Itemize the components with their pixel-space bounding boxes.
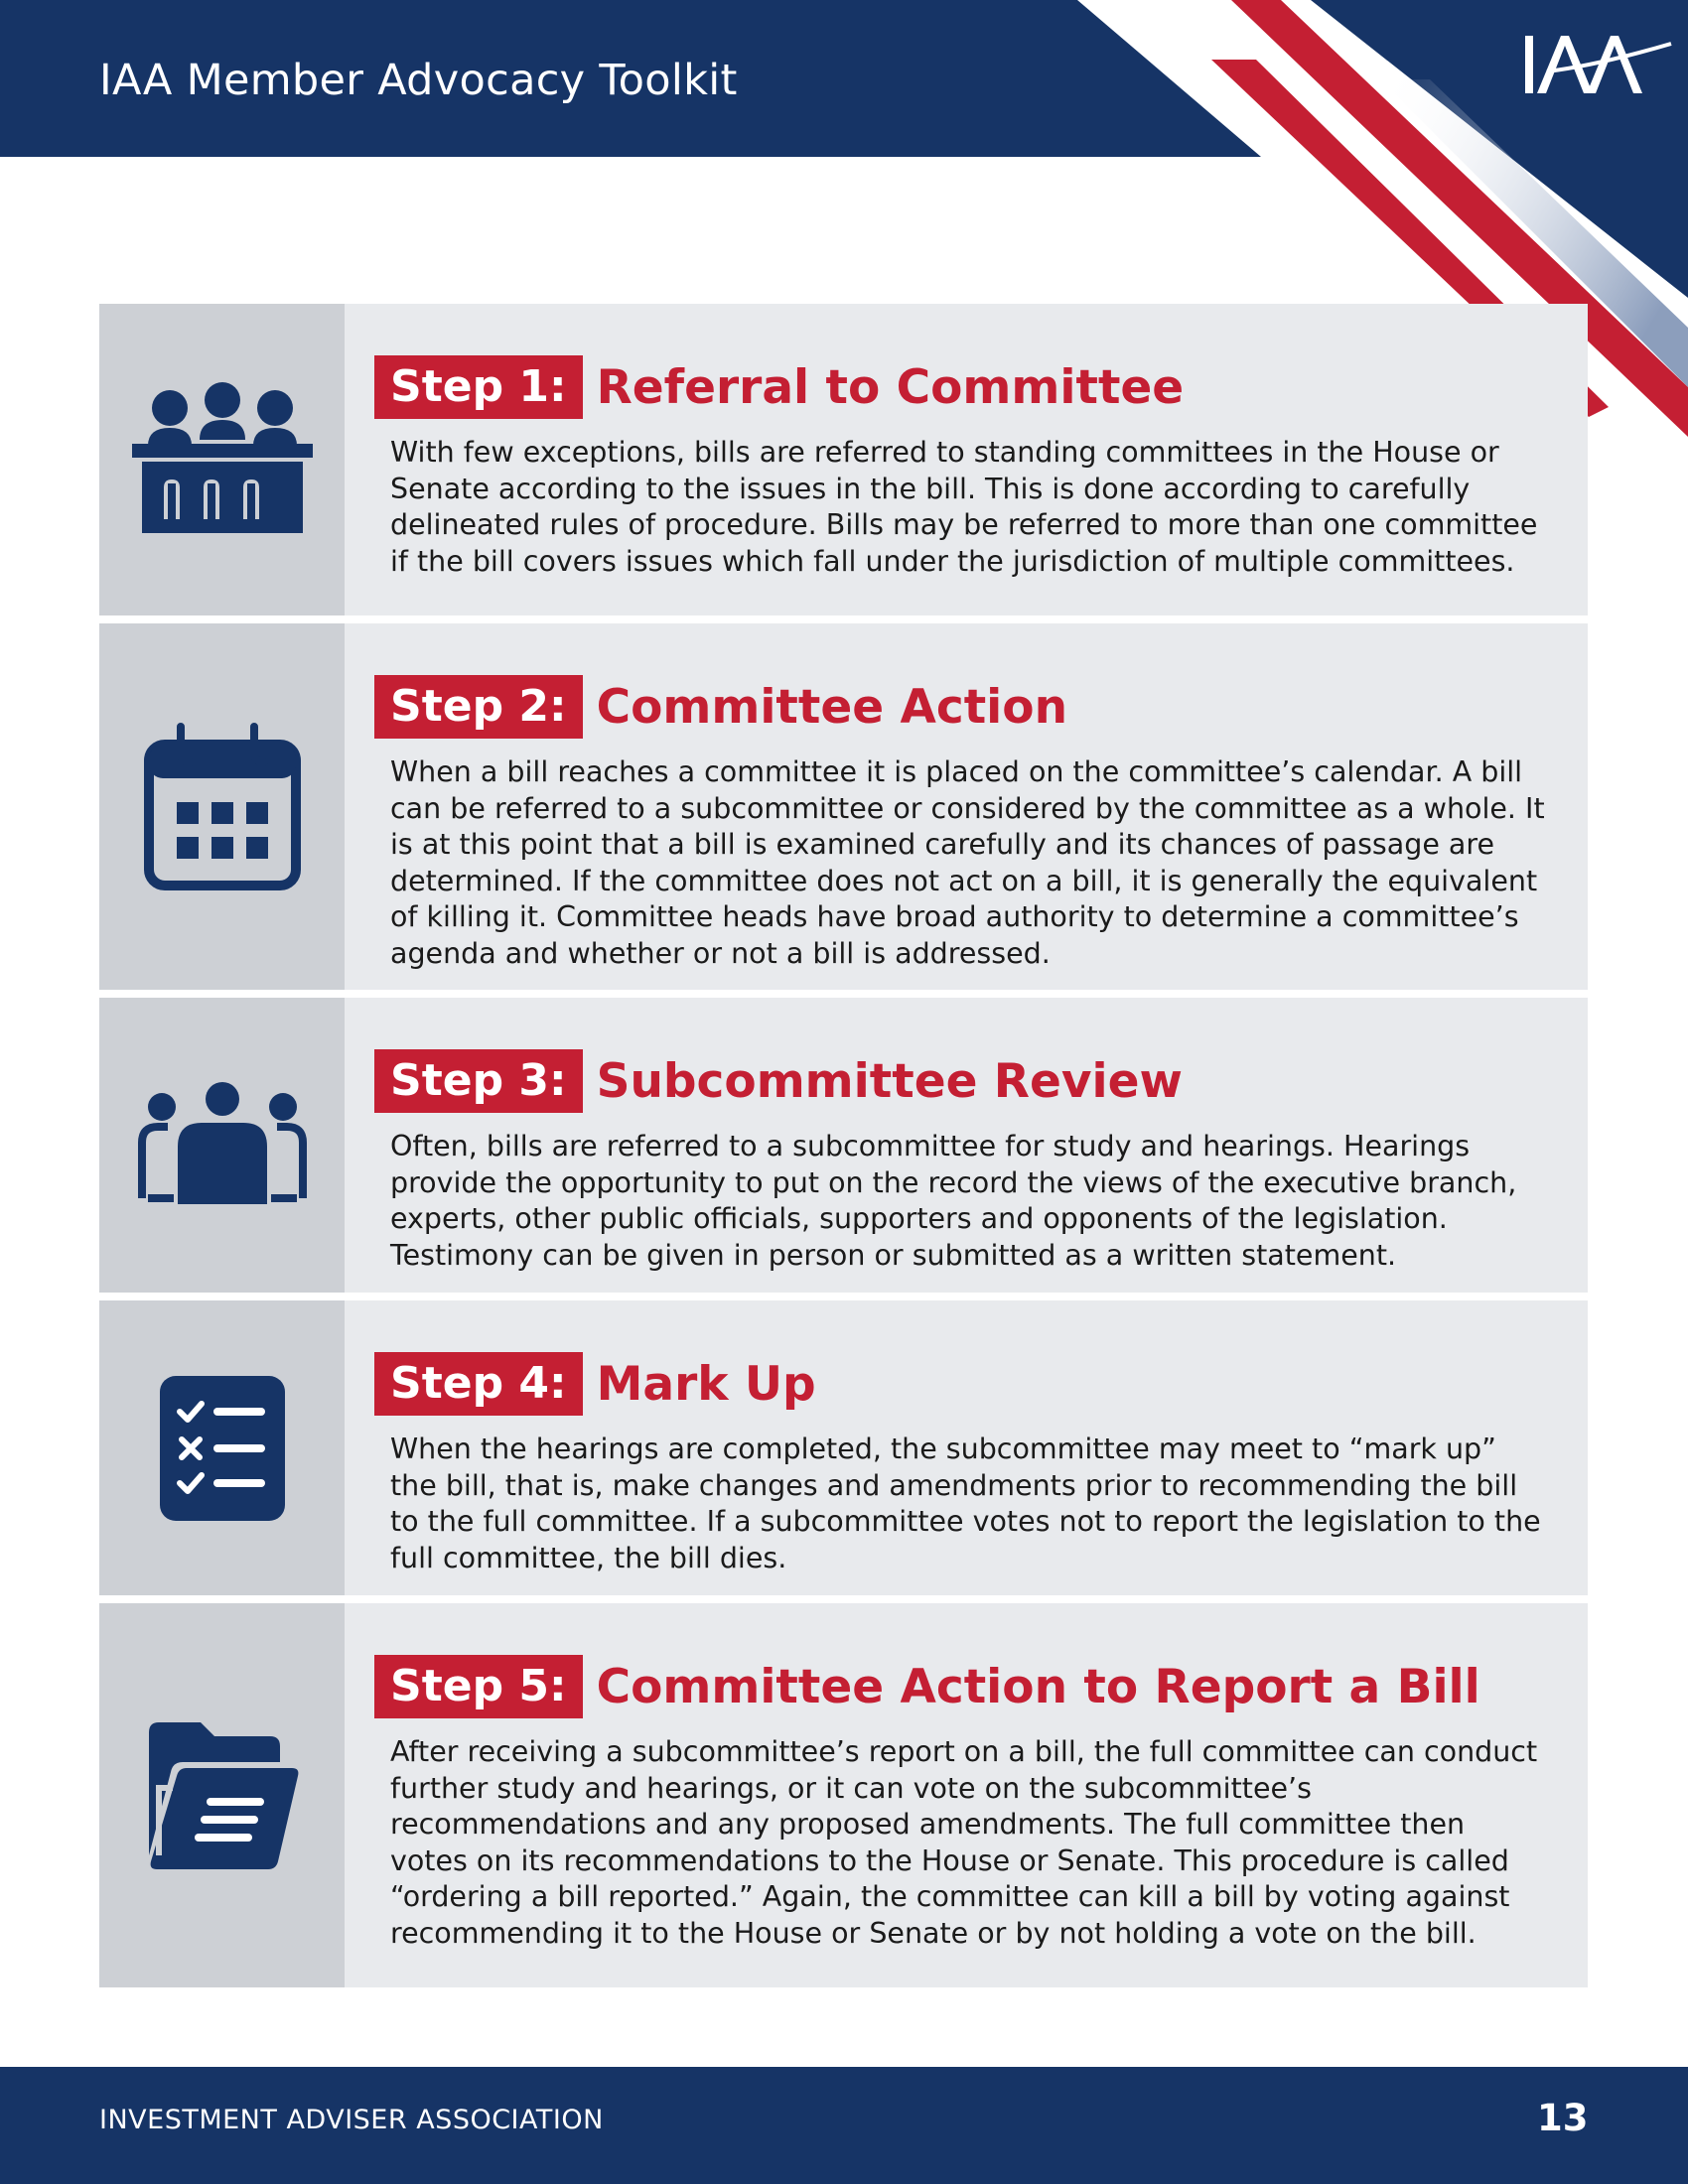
step-card-3 — [99, 998, 1588, 1293]
calendar-icon — [143, 723, 302, 891]
footer-organization: INVESTMENT ADVISER ASSOCIATION — [99, 2105, 604, 2135]
folder-document-icon — [143, 1716, 302, 1875]
step-number-badge: Step 3: — [374, 1049, 583, 1113]
step-icon-column — [99, 1300, 345, 1595]
step-heading — [374, 1049, 1548, 1113]
step-card-1 — [99, 304, 1588, 615]
step-number-badge: Step 1: — [374, 355, 583, 419]
step-card-5 — [99, 1603, 1588, 1987]
step-heading — [374, 675, 1548, 739]
step-icon-column — [99, 304, 345, 615]
step-icon-column — [99, 998, 345, 1293]
step-title: Committee Action to Report a Bill — [596, 1659, 1480, 1714]
step-card-4 — [99, 1300, 1588, 1595]
step-description: Often, bills are referred to a subcommittee for study and hearings. Hearings provide the opportunity to put on the record the views of the executive branch, experts, other public officials, supporters and opponents of the legislation. Testimony can be given in person or submitted as a written statement. — [390, 1130, 1517, 1272]
step-icon-column — [99, 623, 345, 990]
step-icon-column — [99, 1603, 345, 1987]
step-heading — [374, 355, 1548, 419]
step-description: After receiving a subcommittee’s report on a bill, the full committee can conduct further study and hearings, or it can vote on the subcommittee’s recommendations and any proposed amendments. The full committee then votes on its recommendations to the House or Senate. This procedure is called “ordering a bill reported.” Again, the committee can kill a bill by voting against recommending it to the House or Senate or by not holding a vote on the bill. — [390, 1735, 1538, 1950]
step-content — [345, 623, 1588, 990]
steps-list — [99, 304, 1588, 1995]
iaa-logo — [1517, 24, 1676, 103]
step-title: Committee Action — [596, 679, 1068, 735]
page-number: 13 — [1537, 2097, 1589, 2139]
meeting-group-icon — [138, 1081, 307, 1210]
step-description: When the hearings are completed, the subcommittee may meet to “mark up” the bill, that is, make changes and amendments prior to recommending the bill to the full committee. If a subcommittee votes not to report the legislation to the full committee, the bill dies. — [390, 1433, 1541, 1574]
step-number-badge: Step 4: — [374, 1352, 583, 1416]
page-header-title: IAA Member Advocacy Toolkit — [99, 56, 738, 105]
step-description: With few exceptions, bills are referred to standing committees in the House or Senate according to the issues in the bill. This is done according to carefully delineated rules of procedure. Bills may be referred to more than one committee if the bill covers issues which fall under the jurisdiction of multiple committees. — [390, 436, 1538, 578]
step-title: Mark Up — [596, 1356, 816, 1412]
step-content — [345, 1603, 1588, 1987]
step-number-badge: Step 5: — [374, 1655, 583, 1718]
committee-panel-icon — [128, 380, 317, 539]
step-title: Referral to Committee — [596, 359, 1185, 415]
checklist-icon — [158, 1374, 287, 1523]
step-content — [345, 998, 1588, 1293]
step-heading — [374, 1352, 1548, 1416]
step-card-2 — [99, 623, 1588, 990]
step-number-badge: Step 2: — [374, 675, 583, 739]
step-content — [345, 1300, 1588, 1595]
step-description: When a bill reaches a committee it is placed on the committee’s calendar. A bill can be referred to a subcommittee or considered by the committee as a whole. It is at this point that a bill is examined carefully and its chances of passage are determined. If the committee does not act on a bill, it is generally the equivalent of killing it. Committee heads have broad authority to determine a committee’s agenda and whether or not a bill is addressed. — [390, 755, 1545, 970]
step-heading — [374, 1655, 1548, 1718]
step-content — [345, 304, 1588, 615]
step-title: Subcommittee Review — [596, 1053, 1183, 1109]
